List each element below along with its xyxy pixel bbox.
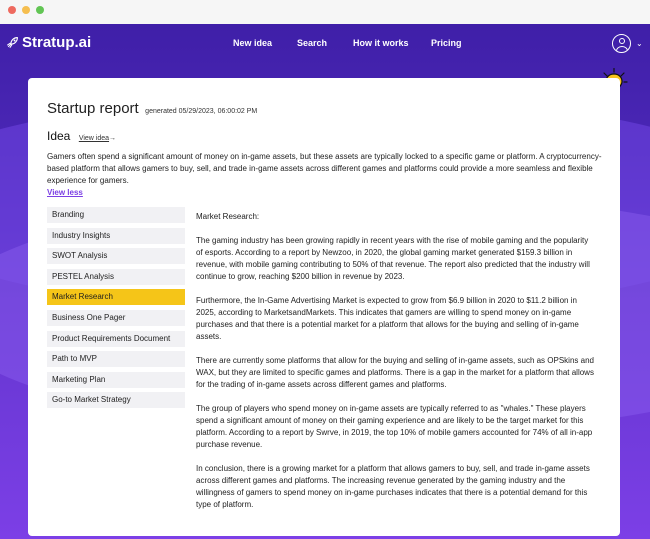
idea-description: Gamers often spend a significant amount of money on in-game assets, but these assets are typically locked to a specific game or platform. A cryptocurrency-based platform that allows gamers to buy, sell, and trade in-game assets across different games and platforms could provide a more seamless and flexible experience for gamers.	[47, 152, 602, 185]
content-paragraph: Furthermore, the In-Game Advertising Market is expected to grow from $6.9 billion in 2020 to $11.2 billion in 2025, according to MarketsandMarkets. This indicates that gamers are willing to spend money on in-game purchases and that there is a potential market for a platform that allows for the buying and selling of in-game assets.	[196, 296, 579, 341]
nav-pricing[interactable]: Pricing	[431, 38, 462, 48]
section-tab-swot-analysis[interactable]: SWOT Analysis	[47, 248, 185, 264]
generated-timestamp: generated 05/29/2023, 06:00:02 PM	[145, 108, 258, 115]
idea-heading: Idea	[47, 129, 71, 143]
page-title: Startup report	[47, 100, 139, 117]
chevron-down-icon[interactable]: ⌄	[636, 39, 643, 48]
content-paragraph: There are currently some platforms that allow for the buying and selling of in-game assets, such as OPSkins and WAX, but they are limited to specific games and platforms. There is a gap in the market for a platform that allows for the trading of in-game assets across different games and platforms.	[196, 356, 594, 389]
report-header	[47, 100, 257, 118]
rocket-icon	[6, 36, 19, 49]
content-paragraph: In conclusion, there is a growing market for a platform that allows gamers to buy, sell, and trade in-game assets across different games and platforms. The increasing revenue generated by the gaming industry and the willingness of gamers to spend money on in-game purchases indicates that there is a potential demand for this type of platform.	[196, 464, 590, 509]
idea-header	[47, 127, 116, 145]
top-navigation	[0, 24, 650, 62]
maximize-window-button[interactable]	[36, 6, 44, 14]
logo[interactable]	[6, 34, 91, 51]
content-paragraph: The gaming industry has been growing rapidly in recent years with the rise of mobile gaming and the popularity of esports. According to a report by Newzoo, in 2020, the global gaming market generated $159.3 billion in revenue, with mobile gaming contributing to 50% of that revenue. The report also predicted that the industry will continue to grow, reaching $200 billion in revenue by 2023.	[196, 236, 590, 281]
section-tab-branding[interactable]: Branding	[47, 207, 185, 223]
section-tab-product-requirements-document[interactable]: Product Requirements Document	[47, 331, 185, 347]
section-tab-pestel-analysis[interactable]: PESTEL Analysis	[47, 269, 185, 285]
report-sections-menu	[47, 207, 185, 413]
close-window-button[interactable]	[8, 6, 16, 14]
section-tab-market-research[interactable]: Market Research	[47, 289, 185, 305]
minimize-window-button[interactable]	[22, 6, 30, 14]
nav-new-idea[interactable]: New idea	[233, 38, 273, 48]
content-heading: Market Research:	[196, 212, 260, 221]
content-paragraph: The group of players who spend money on in-game assets are typically referred to as "whales." These players spend a significant amount of money on their gaming experience and are likely to be the target market for this platform. According to a report by Swrve, in 2019, the top 10% of mobile gamers accounted for 74% of all in-app purchase revenue.	[196, 404, 593, 449]
report-card	[28, 78, 620, 536]
section-tab-path-to-mvp[interactable]: Path to MVP	[47, 351, 185, 367]
section-tab-industry-insights[interactable]: Industry Insights	[47, 228, 185, 244]
window-titlebar	[0, 0, 650, 24]
section-tab-business-one-pager[interactable]: Business One Pager	[47, 310, 185, 326]
view-idea-link[interactable]: View idea	[78, 135, 110, 142]
arrow-right-icon: →	[109, 135, 117, 142]
nav-search[interactable]: Search	[297, 38, 328, 48]
user-circle-icon[interactable]	[612, 34, 631, 53]
section-content	[196, 211, 596, 523]
nav-how-it-works[interactable]: How it works	[353, 38, 409, 48]
view-less-link[interactable]: View less	[47, 188, 83, 197]
section-tab-marketing-plan[interactable]: Marketing Plan	[47, 372, 185, 388]
section-tab-go-to-market-strategy[interactable]: Go-to Market Strategy	[47, 392, 185, 408]
app-name: Stratup.ai	[22, 34, 92, 51]
